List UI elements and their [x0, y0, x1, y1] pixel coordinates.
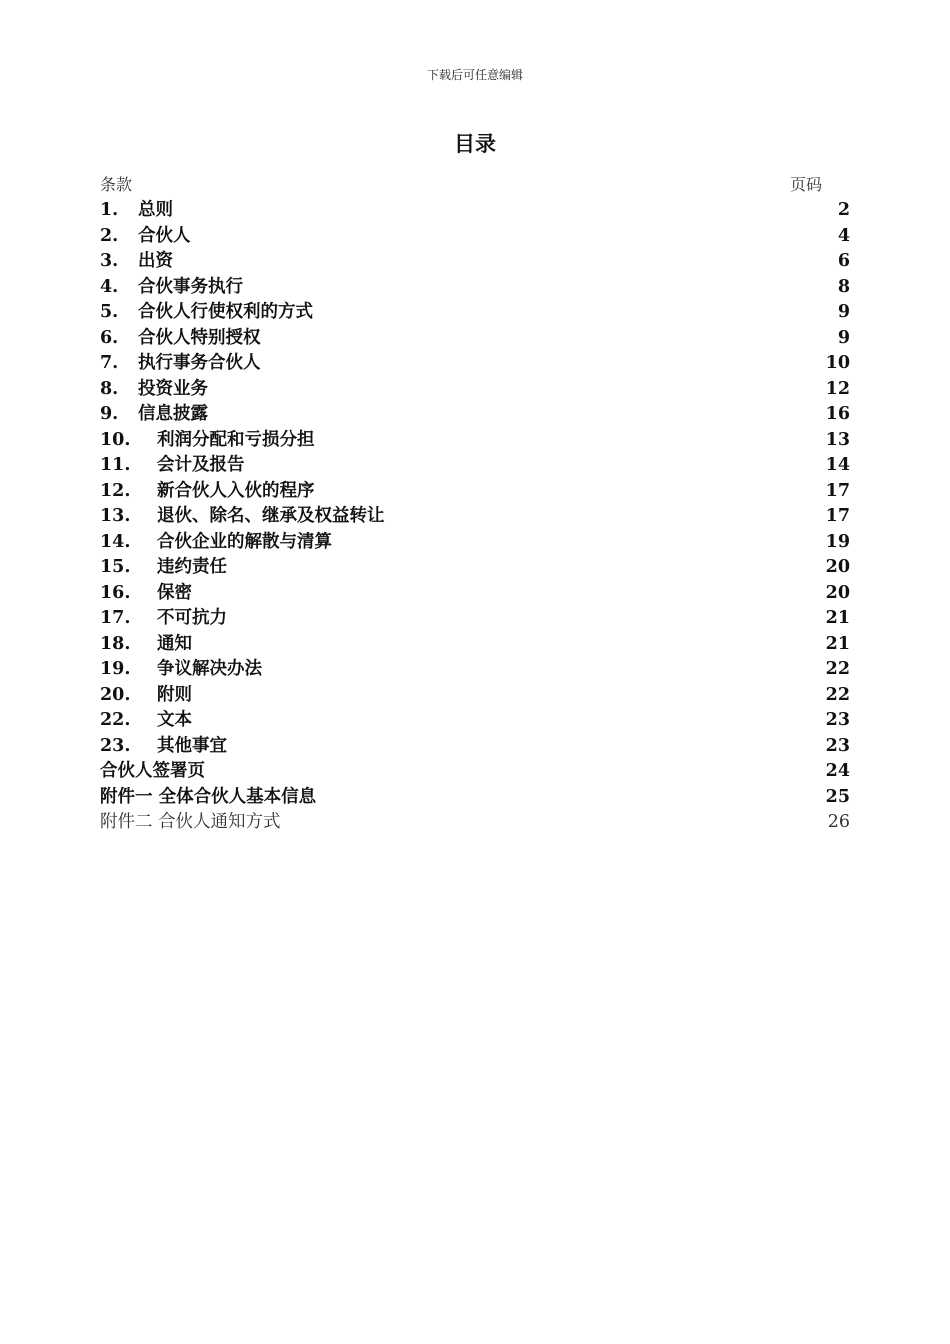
toc-entry-number: 16.	[100, 582, 131, 603]
toc-entry-number: 14.	[100, 531, 131, 552]
toc-entry-page: 4	[837, 225, 850, 246]
page-title: 目录	[454, 132, 496, 156]
toc-entry-page: 6	[837, 251, 850, 271]
toc-entry[interactable]	[100, 275, 850, 301]
toc-entry-number: 7.	[100, 353, 119, 373]
header-note: 下载后可任意编辑	[426, 68, 523, 82]
toc-entry-number: 8.	[100, 378, 119, 399]
toc-entry-label: 附件一 全体合伙人基本信息	[100, 786, 317, 807]
toc-entry[interactable]	[100, 479, 850, 505]
toc-entry-number: 4.	[100, 276, 119, 297]
toc-entry-label: 信息披露	[138, 404, 208, 424]
toc-entry-label: 文本	[157, 710, 192, 730]
toc-entry[interactable]	[100, 198, 850, 224]
toc-entry-label: 合伙人	[138, 225, 191, 246]
toc-entry[interactable]	[100, 453, 850, 479]
toc-entry[interactable]	[100, 326, 850, 352]
toc-entry-number: 2.	[100, 225, 119, 246]
toc-entry-number: 3.	[100, 251, 119, 271]
toc-entry-page: 26	[827, 812, 850, 832]
toc-entry[interactable]	[100, 810, 850, 836]
toc-entry-page: 22	[825, 684, 850, 705]
toc-entry[interactable]	[100, 734, 850, 760]
toc-entry-page: 8	[837, 276, 850, 297]
toc-entry-page: 21	[825, 633, 850, 654]
toc-entry-label: 会计及报告	[157, 455, 245, 475]
column-header-page: 页码	[790, 175, 823, 194]
toc-entry-label: 合伙人签署页	[100, 761, 205, 781]
table-of-contents	[100, 198, 850, 836]
toc-entry-label: 合伙人行使权利的方式	[138, 302, 313, 322]
toc-entry-label: 合伙企业的解散与清算	[157, 531, 332, 552]
toc-entry-page: 21	[825, 608, 850, 628]
toc-entry[interactable]	[100, 581, 850, 607]
toc-entry-page: 17	[825, 506, 850, 526]
toc-entry-number: 15.	[100, 557, 131, 577]
toc-entry-page: 14	[825, 455, 850, 475]
toc-entry-page: 2	[837, 200, 850, 220]
toc-entry-label: 出资	[138, 251, 173, 271]
toc-entry-page: 23	[825, 735, 850, 756]
toc-entry-page: 25	[825, 786, 850, 807]
toc-entry[interactable]	[100, 708, 850, 734]
toc-entry-page: 20	[825, 557, 850, 577]
toc-entry-page: 12	[825, 378, 850, 399]
toc-entry[interactable]	[100, 377, 850, 403]
toc-entry-label: 违约责任	[157, 557, 227, 577]
toc-entry[interactable]	[100, 249, 850, 275]
toc-entry[interactable]	[100, 555, 850, 581]
toc-entry[interactable]	[100, 428, 850, 454]
toc-entry-label: 附件二 合伙人通知方式	[100, 812, 281, 832]
toc-entry-label: 利润分配和亏损分担	[157, 429, 315, 450]
toc-entry-number: 6.	[100, 327, 119, 348]
toc-entry-label: 不可抗力	[157, 608, 227, 628]
toc-entry[interactable]	[100, 402, 850, 428]
toc-entry-number: 1.	[100, 200, 119, 220]
toc-entry[interactable]	[100, 300, 850, 326]
toc-entry[interactable]	[100, 530, 850, 556]
toc-entry-label: 新合伙人入伙的程序	[157, 480, 315, 501]
toc-entry-page: 16	[825, 404, 850, 424]
toc-entry[interactable]	[100, 632, 850, 658]
toc-entry-number: 17.	[100, 608, 131, 628]
toc-entry-page: 10	[825, 353, 850, 373]
toc-entry[interactable]	[100, 657, 850, 683]
toc-entry-number: 13.	[100, 506, 131, 526]
toc-entry-page: 13	[825, 429, 850, 450]
toc-entry-number: 22.	[100, 710, 131, 730]
toc-entry-label: 合伙人特别授权	[138, 327, 261, 348]
toc-entry-page: 17	[825, 480, 850, 501]
toc-entry-page: 24	[825, 761, 850, 781]
toc-entry-number: 12.	[100, 480, 131, 501]
toc-entry-number: 19.	[100, 659, 131, 679]
toc-entry-page: 22	[825, 659, 850, 679]
toc-entry-label: 其他事宜	[157, 735, 227, 756]
toc-entry-number: 20.	[100, 684, 131, 705]
toc-entry[interactable]	[100, 683, 850, 709]
toc-entry-page: 23	[825, 710, 850, 730]
toc-entry-page: 9	[837, 302, 850, 322]
toc-entry-page: 20	[825, 582, 850, 603]
toc-entry[interactable]	[100, 504, 850, 530]
toc-entry[interactable]	[100, 351, 850, 377]
toc-entry[interactable]	[100, 224, 850, 250]
toc-entry-page: 19	[825, 531, 850, 552]
toc-entry-label: 总则	[138, 200, 173, 220]
toc-entry-label: 争议解决办法	[157, 659, 262, 679]
toc-entry-number: 5.	[100, 302, 119, 322]
toc-entry-label: 合伙事务执行	[138, 276, 243, 297]
toc-entry-label: 执行事务合伙人	[138, 353, 261, 373]
toc-entry-label: 附则	[157, 684, 192, 705]
toc-entry[interactable]	[100, 785, 850, 811]
toc-entry-label: 保密	[157, 582, 192, 603]
toc-entry-label: 通知	[157, 633, 192, 654]
toc-entry-number: 18.	[100, 633, 131, 654]
toc-entry[interactable]	[100, 759, 850, 785]
toc-entry[interactable]	[100, 606, 850, 632]
toc-entry-number: 23.	[100, 735, 131, 756]
toc-entry-label: 退伙、除名、继承及权益转让	[157, 506, 385, 526]
toc-entry-number: 10.	[100, 429, 131, 450]
toc-entry-number: 9.	[100, 404, 119, 424]
column-header-clauses: 条款	[100, 175, 133, 194]
toc-entry-label: 投资业务	[138, 378, 208, 399]
toc-entry-number: 11.	[100, 455, 131, 475]
toc-entry-page: 9	[837, 327, 850, 348]
